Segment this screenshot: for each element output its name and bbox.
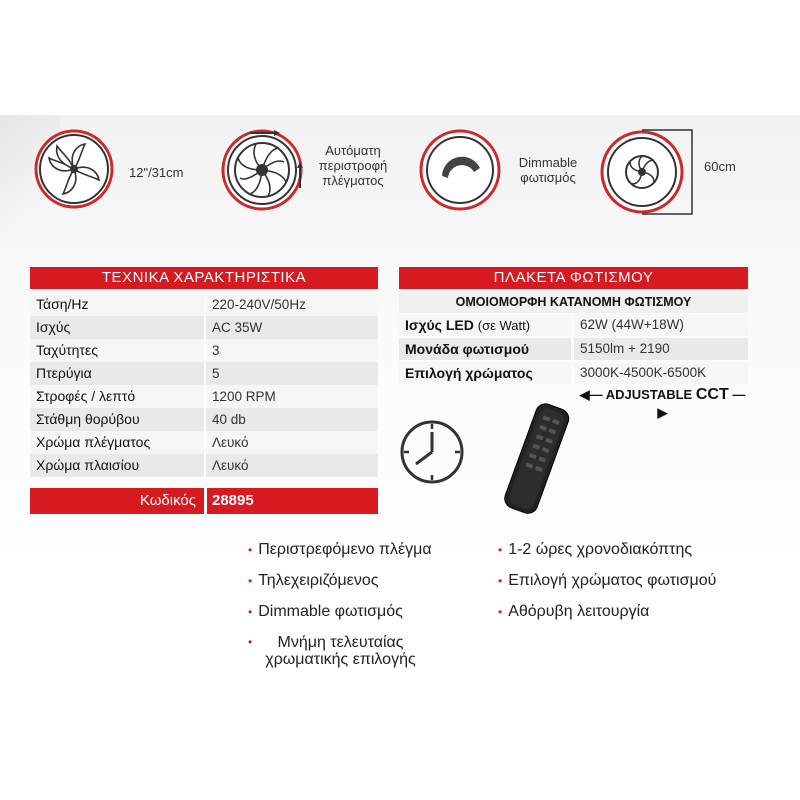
spec-key: Χρώμα πλαισίου: [30, 454, 204, 477]
product-code-value: 28895: [212, 492, 254, 509]
feature-bullet: [248, 572, 378, 590]
bullet-text: 1-2 ώρες χρονοδιακόπτης: [508, 541, 693, 558]
size-label: 12"/31cm: [129, 165, 184, 180]
lighting-key: Μονάδα φωτισμού: [399, 338, 571, 360]
bullet-text: Dimmable φωτισμός: [258, 603, 403, 620]
lighting-row: [399, 338, 748, 360]
clock-icon: [398, 418, 466, 486]
lighting-key-main: Ισχύς LED: [405, 317, 474, 333]
spec-row: [30, 293, 378, 316]
remote-control-icon: [488, 398, 588, 518]
spec-row: [30, 362, 378, 385]
cct-prefix: ADJUSTABLE: [605, 387, 693, 402]
spec-key: Χρώμα πλέγματος: [30, 431, 204, 454]
dimmable-label-line2: φωτισμός: [520, 170, 576, 185]
spec-key: Ταχύτητες: [30, 339, 204, 362]
lighting-title: ΠΛΑΚΕΤΑ ΦΩΤΙΣΜΟΥ: [399, 267, 748, 289]
spec-row: [30, 385, 378, 408]
diameter-icon: [596, 124, 696, 220]
product-code-divider: [204, 488, 207, 514]
product-code-label: Κωδικός: [139, 492, 196, 509]
spec-row: [30, 408, 378, 431]
lighting-key: Επιλογή χρώματος: [399, 362, 571, 384]
feature-bullet: [248, 634, 428, 668]
bullet-text: Αθόρυβη λειτουργία: [508, 603, 650, 620]
spec-key: Στροφές / λεπτό: [30, 385, 204, 408]
specs-title: ΤΕΧΝΙΚΑ ΧΑΡΑΚΤΗΡΙΣΤΙΚΑ: [30, 267, 378, 289]
spec-row: [30, 454, 378, 477]
adjustable-cct-label: [575, 386, 750, 420]
spec-key: Τάση/Hz: [30, 293, 204, 316]
dimmable-light-icon: [418, 128, 502, 212]
bullet-dot-icon: •: [248, 574, 253, 588]
product-code-row: [30, 488, 378, 514]
bullet-dot-icon: •: [498, 543, 503, 557]
left-arrow-icon: ◀—: [579, 387, 603, 402]
spec-row: [30, 339, 378, 362]
bullet-text: Επιλογή χρώματος φωτισμού: [508, 572, 717, 589]
feature-bullet: [248, 541, 432, 559]
bullet-dot-icon: •: [248, 605, 253, 619]
dimmable-label: [508, 155, 588, 185]
spec-value: AC 35W: [206, 316, 378, 339]
spec-row: [30, 431, 378, 454]
spec-key: Στάθμη θορύβου: [30, 408, 204, 431]
lighting-value: 3000K-4500K-6500K: [574, 362, 748, 384]
rotation-label-line1: Αυτόματη: [325, 143, 381, 158]
bullet-text: Τηλεχειριζόμενος: [258, 572, 379, 589]
spec-value: 220-240V/50Hz: [206, 293, 378, 316]
diameter-label: 60cm: [704, 159, 736, 174]
feature-bullet: [248, 603, 403, 621]
bullet-dot-icon: •: [248, 543, 253, 557]
spec-key: Ισχύς: [30, 316, 204, 339]
spec-value: 3: [206, 339, 378, 362]
spec-value: Λευκό: [206, 431, 378, 454]
rotation-label: [309, 143, 397, 188]
fan-blades-icon: [33, 128, 115, 210]
lighting-row: [399, 362, 748, 384]
spec-value: 5: [206, 362, 378, 385]
spec-value: 40 db: [206, 408, 378, 431]
lighting-value: 5150lm + 2190: [574, 338, 748, 360]
lighting-key-unit: (σε Watt): [477, 318, 531, 333]
rotation-label-line3: πλέγματος: [322, 173, 384, 188]
feature-bullet: [498, 603, 649, 621]
bullet-text: Μνήμη τελευταίας χρωματικής επιλογής: [265, 634, 416, 668]
bullet-dot-icon: •: [248, 635, 253, 649]
bullet-dot-icon: •: [498, 605, 503, 619]
spec-value: 1200 RPM: [206, 385, 378, 408]
lighting-key: [399, 314, 571, 336]
lighting-value: 62W (44W+18W): [574, 314, 748, 336]
feature-bullet: [498, 541, 692, 559]
spec-key: Πτερύγια: [30, 362, 204, 385]
bullet-dot-icon: •: [498, 574, 503, 588]
bullet-text: Περιστρεφόμενο πλέγμα: [258, 541, 432, 558]
rotation-label-line2: περιστροφή: [318, 158, 388, 173]
lighting-row: [399, 314, 748, 336]
spec-value: Λευκό: [206, 454, 378, 477]
cct-big: CCT: [695, 386, 729, 403]
right-arrow-icon: —▶: [657, 387, 746, 420]
dimmable-label-line1: Dimmable: [518, 155, 578, 170]
feature-bullet: [498, 572, 716, 590]
lighting-subtitle: ΟΜΟΙΟΜΟΡΦΗ ΚΑΤΑΝΟΜΗ ΦΩΤΙΣΜΟΥ: [399, 292, 748, 313]
spec-row: [30, 316, 378, 339]
rotating-grille-icon: [220, 128, 304, 212]
